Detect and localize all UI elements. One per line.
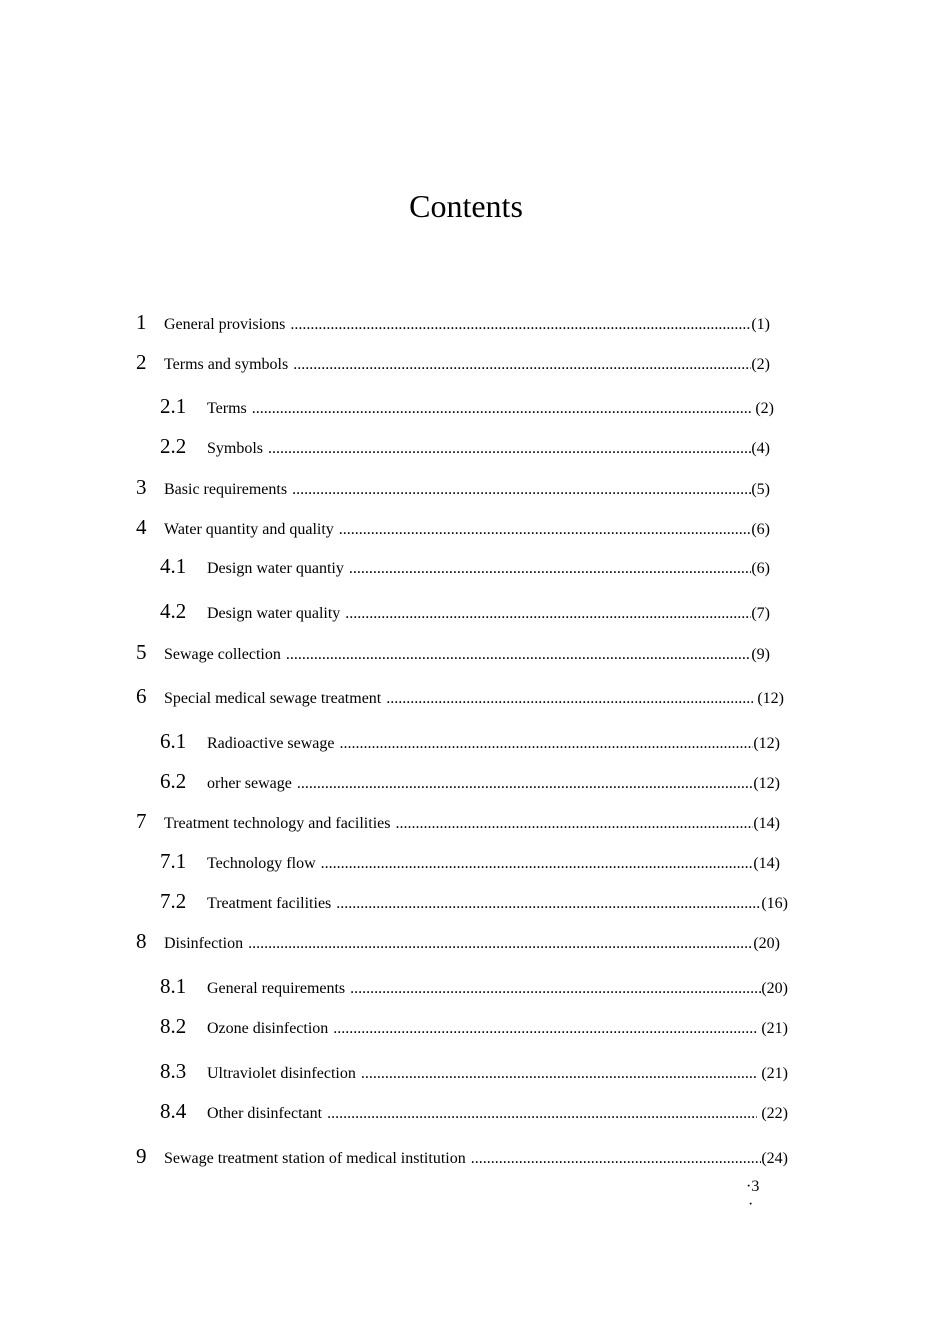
toc-number: 2.1 [160, 394, 187, 418]
toc-page: (22) [757, 1105, 788, 1122]
toc-number: 7 [136, 809, 147, 833]
toc-label: Treatment facilities [207, 895, 332, 912]
toc-page: (12) [753, 690, 784, 707]
toc-page: (21) [757, 1065, 788, 1082]
toc-leader [268, 435, 751, 463]
toc-label: Sewage collection [164, 646, 281, 663]
toc-number: 8.3 [160, 1059, 187, 1083]
toc-leader [292, 476, 751, 504]
toc-number: 4.1 [160, 554, 187, 578]
toc-number: 8.2 [160, 1014, 187, 1038]
toc-label: General provisions [164, 316, 286, 333]
toc-leader [327, 1100, 757, 1128]
toc-label: Water quantity and quality [164, 521, 334, 538]
toc-number: 2 [136, 350, 147, 374]
toc-label: Symbols [207, 440, 264, 457]
toc-leader [350, 975, 761, 1003]
toc-entry[interactable] [136, 927, 780, 958]
toc-number: 8.1 [160, 974, 187, 998]
toc-page: (20) [761, 980, 788, 997]
toc-leader [345, 600, 751, 628]
toc-label: Design water quantiy [207, 560, 344, 577]
toc-leader [395, 810, 753, 838]
toc-number: 9 [136, 1144, 147, 1168]
toc-page: (24) [761, 1150, 788, 1167]
toc-label: General requirements [207, 980, 346, 997]
toc-label: Technology flow [207, 855, 316, 872]
toc-entry[interactable] [136, 308, 770, 339]
toc-number: 6.2 [160, 769, 187, 793]
toc-number: 3 [136, 475, 147, 499]
toc-label: Ozone disinfection [207, 1020, 329, 1037]
toc-entry[interactable] [160, 432, 770, 463]
toc-entry[interactable] [136, 638, 770, 669]
toc-page: (9) [751, 646, 770, 663]
toc-number: 8 [136, 929, 147, 953]
toc-page: (2) [751, 356, 770, 373]
toc-label: Treatment technology and facilities [164, 815, 391, 832]
page-number: ·3 [746, 1178, 760, 1195]
toc-leader [293, 351, 751, 379]
toc-page: (21) [757, 1020, 788, 1037]
toc-page: (6) [751, 560, 770, 577]
toc-entry[interactable] [136, 807, 780, 838]
toc-leader [336, 890, 761, 918]
toc-leader [248, 930, 753, 958]
toc-number: 7.2 [160, 889, 187, 913]
toc-leader [349, 555, 751, 583]
toc-number: 1 [136, 310, 147, 334]
toc-page: (12) [753, 735, 780, 752]
page-title: Contents [409, 188, 523, 224]
toc-leader [340, 730, 754, 758]
toc-entry[interactable] [136, 473, 770, 504]
toc-entry[interactable] [160, 1012, 788, 1043]
toc-entry[interactable] [136, 682, 784, 713]
toc-number: 5 [136, 640, 147, 664]
toc-number: 2.2 [160, 434, 187, 458]
toc-leader [321, 850, 754, 878]
toc-number: 7.1 [160, 849, 187, 873]
toc-entry[interactable] [136, 1142, 788, 1173]
toc-label: Design water quality [207, 605, 341, 622]
toc-page: (12) [753, 775, 780, 792]
toc-number: 8.4 [160, 1099, 187, 1123]
toc-leader [471, 1145, 762, 1173]
toc-entry[interactable] [160, 847, 780, 878]
toc-entry[interactable] [136, 513, 770, 544]
toc-page: (14) [753, 855, 780, 872]
toc-label: Disinfection [164, 935, 244, 952]
toc-entry[interactable] [160, 887, 788, 918]
toc-entry[interactable] [160, 552, 770, 583]
toc-label: Sewage treatment station of medical institution [164, 1150, 466, 1167]
toc-number: 4.2 [160, 599, 187, 623]
toc-leader [297, 770, 754, 798]
toc-entry[interactable] [160, 767, 780, 798]
toc-label: orher sewage [207, 775, 292, 792]
toc-leader [252, 395, 752, 423]
toc-entry[interactable] [160, 1057, 788, 1088]
page-number-dot: · [748, 1196, 754, 1213]
toc-page: (6) [751, 521, 770, 538]
toc-label: Terms [207, 400, 247, 417]
toc-number: 4 [136, 515, 147, 539]
toc-leader [339, 516, 752, 544]
toc-label: Radioactive sewage [207, 735, 335, 752]
toc-page: (7) [751, 605, 770, 622]
toc-page: (16) [761, 895, 788, 912]
toc-leader [290, 311, 751, 339]
toc-leader [386, 685, 753, 713]
toc-entry[interactable] [160, 597, 770, 628]
toc-entry[interactable] [160, 727, 780, 758]
toc-entry[interactable] [160, 1097, 788, 1128]
toc-label: Basic requirements [164, 481, 288, 498]
toc-number: 6.1 [160, 729, 187, 753]
toc-page: (20) [753, 935, 780, 952]
toc-leader [286, 641, 752, 669]
toc-label: Special medical sewage treatment [164, 690, 382, 707]
toc-entry[interactable] [136, 348, 770, 379]
toc-leader [361, 1060, 757, 1088]
toc-label: Other disinfectant [207, 1105, 323, 1122]
toc-page: (2) [751, 400, 774, 417]
toc-number: 6 [136, 684, 147, 708]
toc-entry[interactable] [160, 392, 774, 423]
toc-label: Terms and symbols [164, 356, 289, 373]
toc-page: (1) [751, 316, 770, 333]
toc-label: Ultraviolet disinfection [207, 1065, 356, 1082]
toc-entry[interactable] [160, 972, 788, 1003]
toc-leader [333, 1015, 757, 1043]
toc-page: (4) [751, 440, 770, 457]
toc-page: (5) [751, 481, 770, 498]
toc-page: (14) [753, 815, 780, 832]
